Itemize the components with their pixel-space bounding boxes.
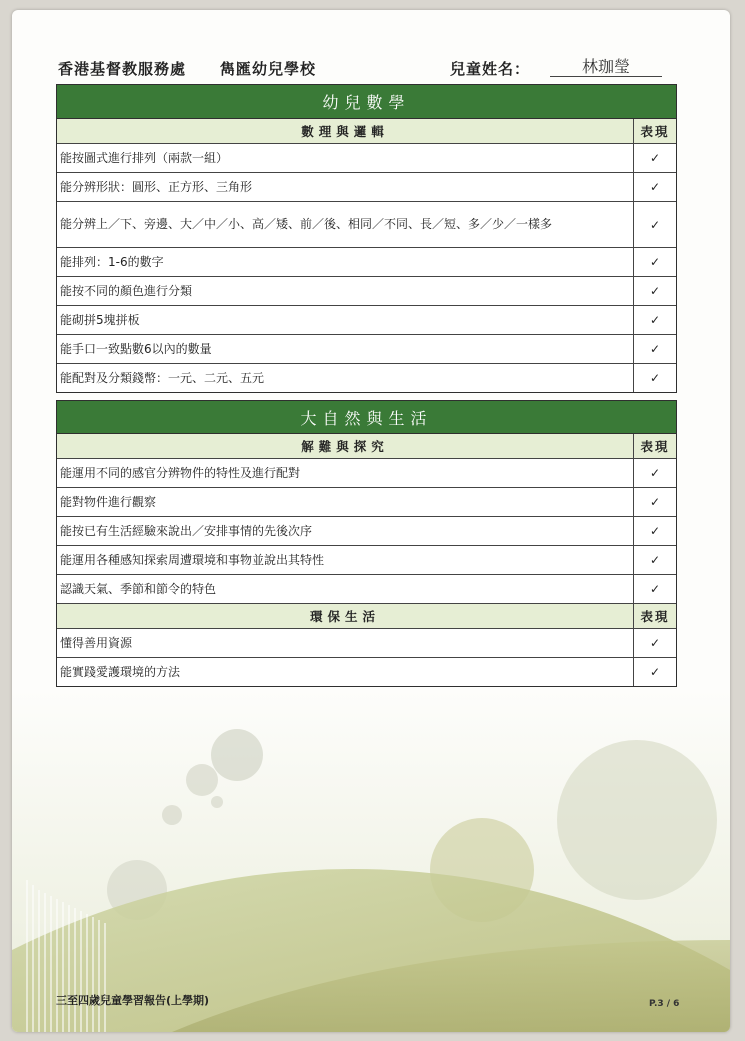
subsection-title: 環保生活 — [309, 609, 380, 624]
table-row — [57, 144, 676, 173]
page-number: P.3 / 6 — [649, 999, 680, 1009]
row-text: 能手口一致點數6以內的數量 — [60, 341, 212, 356]
row-text: 能實踐愛護環境的方法 — [60, 664, 181, 679]
check-mark: ✓ — [633, 546, 676, 574]
check-mark: ✓ — [633, 277, 676, 305]
organization-name: 香港基督教服務處 — [58, 60, 187, 78]
subsection-title: 數理與邏輯 — [301, 124, 389, 139]
deco-circle — [211, 729, 263, 781]
check-mark: ✓ — [633, 202, 676, 247]
row-text: 能配對及分類錢幣：一元、二元、五元 — [60, 370, 265, 385]
table-row — [57, 629, 676, 658]
section-title: 大自然與生活 — [57, 401, 676, 434]
check-mark: ✓ — [633, 364, 676, 392]
performance-header: 表現 — [633, 119, 676, 143]
deco-circle — [211, 796, 223, 808]
table-row — [57, 459, 676, 488]
subsection-header — [57, 119, 676, 144]
table-row — [57, 546, 676, 575]
table-row — [57, 248, 676, 277]
check-mark: ✓ — [633, 335, 676, 363]
row-text: 能對物件進行觀察 — [60, 494, 157, 509]
report-page — [12, 10, 730, 1032]
subsection-header — [57, 434, 676, 459]
table-row — [57, 306, 676, 335]
check-mark: ✓ — [633, 248, 676, 276]
check-mark: ✓ — [633, 173, 676, 201]
row-text: 能按圖式進行排列（兩款一組） — [60, 150, 229, 165]
check-mark: ✓ — [633, 144, 676, 172]
performance-header: 表現 — [633, 604, 676, 628]
row-text: 能分辨上／下、旁邊、大／中／小、高／矮、前／後、相同／不同、長／短、多／少／一樣多 — [60, 217, 553, 231]
check-mark: ✓ — [633, 306, 676, 334]
table-row — [57, 517, 676, 546]
table-row — [57, 335, 676, 364]
school-name: 雋匯幼兒學校 — [220, 60, 317, 78]
row-text: 能按已有生活經驗來說出／安排事情的先後次序 — [60, 523, 313, 538]
row-text: 認識天氣、季節和節令的特色 — [60, 581, 217, 596]
section-title: 幼兒數學 — [57, 85, 676, 119]
check-mark: ✓ — [633, 459, 676, 487]
row-text: 能分辨形狀：圓形、正方形、三角形 — [60, 179, 253, 194]
check-mark: ✓ — [633, 517, 676, 545]
row-text: 能運用不同的感官分辨物件的特性及進行配對 — [60, 465, 301, 480]
table-row — [57, 202, 676, 248]
table-row — [57, 575, 676, 604]
table-row — [57, 277, 676, 306]
table-row — [57, 658, 676, 686]
deco-circle — [186, 764, 218, 796]
subsection-title: 解難與探究 — [301, 439, 389, 454]
row-text: 懂得善用資源 — [60, 635, 133, 650]
row-text: 能運用各種感知探索周遭環境和事物並說出其特性 — [60, 552, 325, 567]
subsection-header — [57, 604, 676, 629]
check-mark: ✓ — [633, 488, 676, 516]
deco-circle — [557, 740, 717, 900]
row-text: 能砌拼5塊拼板 — [60, 312, 140, 327]
table-row — [57, 173, 676, 202]
check-mark: ✓ — [633, 575, 676, 603]
row-text: 能排列：1-6的數字 — [60, 254, 164, 269]
table-row — [57, 364, 676, 392]
child-name: 林珈瑩 — [550, 54, 662, 77]
row-text: 能按不同的顏色進行分類 — [60, 283, 193, 298]
check-mark: ✓ — [633, 658, 676, 686]
report-title: 三至四歲兒童學習報告(上學期) — [56, 994, 210, 1007]
performance-header: 表現 — [633, 434, 676, 458]
nature-table — [56, 400, 677, 687]
math-table — [56, 84, 677, 393]
check-mark: ✓ — [633, 629, 676, 657]
table-row — [57, 488, 676, 517]
child-name-label: 兒童姓名： — [450, 60, 531, 78]
deco-circle — [162, 805, 182, 825]
